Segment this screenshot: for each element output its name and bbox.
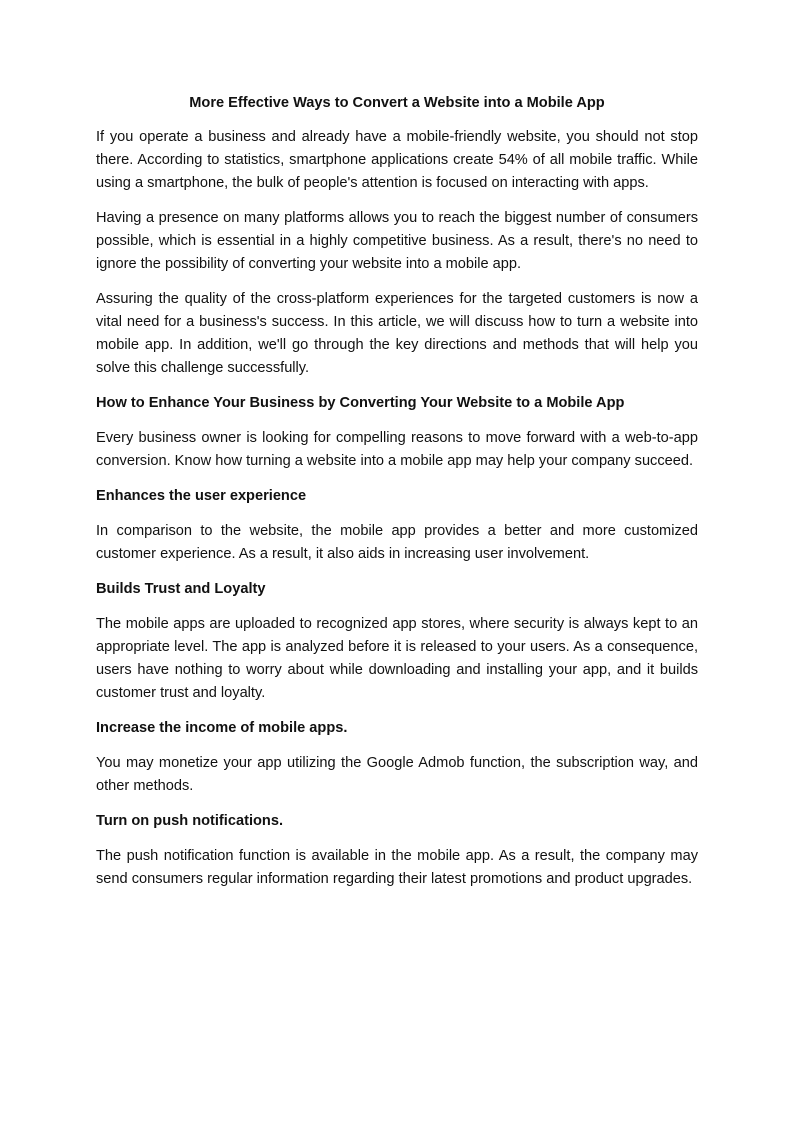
document-page [96,92,698,903]
subsection-body-trust-loyalty: The mobile apps are uploaded to recognized app stores, where security is always kept to an appropriate level. The app is analyzed before it is released to your users. As a consequence, users have nothing to worry about while downloading and installing your app, and it builds customer trust and loyalty. [96,616,698,701]
intro-paragraph-1: If you operate a business and already have a mobile-friendly website, you should not stop there. According to statistics, smartphone applications create 54% of all mobile traffic. While using a smartphone, the bulk of people's attention is focused on interacting with apps. [96,129,698,191]
subsection-heading-trust-loyalty: Builds Trust and Loyalty [96,581,266,597]
intro-paragraph-3: Assuring the quality of the cross-platform experiences for the targeted customers is now a vital need for a business's success. In this article, we will discuss how to turn a website into mobile app. In addition, we'll go through the key directions and methods that will help you solve this challenge successfully. [96,291,698,376]
subsection-body-income: You may monetize your app utilizing the Google Admob function, the subscription way, and other methods. [96,755,698,794]
document-title: More Effective Ways to Convert a Website into a Mobile App [189,95,605,111]
subsection-heading-income: Increase the income of mobile apps. [96,720,348,736]
subsection-heading-push-notifications: Turn on push notifications. [96,813,283,829]
subsection-body-push-notifications: The push notification function is available in the mobile app. As a result, the company may send consumers regular information regarding their latest promotions and product upgrades. [96,848,698,887]
section-intro-paragraph: Every business owner is looking for compelling reasons to move forward with a web-to-app conversion. Know how turning a website into a mobile app may help your company succeed. [96,430,698,469]
subsection-body-user-experience: In comparison to the website, the mobile app provides a better and more customized customer experience. As a result, it also aids in increasing user involvement. [96,523,698,562]
intro-paragraph-2: Having a presence on many platforms allows you to reach the biggest number of consumers possible, which is essential in a highly competitive business. As a result, there's no need to ignore the possibility of converting your website into a mobile app. [96,210,698,272]
section-heading: How to Enhance Your Business by Converting Your Website to a Mobile App [96,395,625,411]
subsection-heading-user-experience: Enhances the user experience [96,488,307,504]
